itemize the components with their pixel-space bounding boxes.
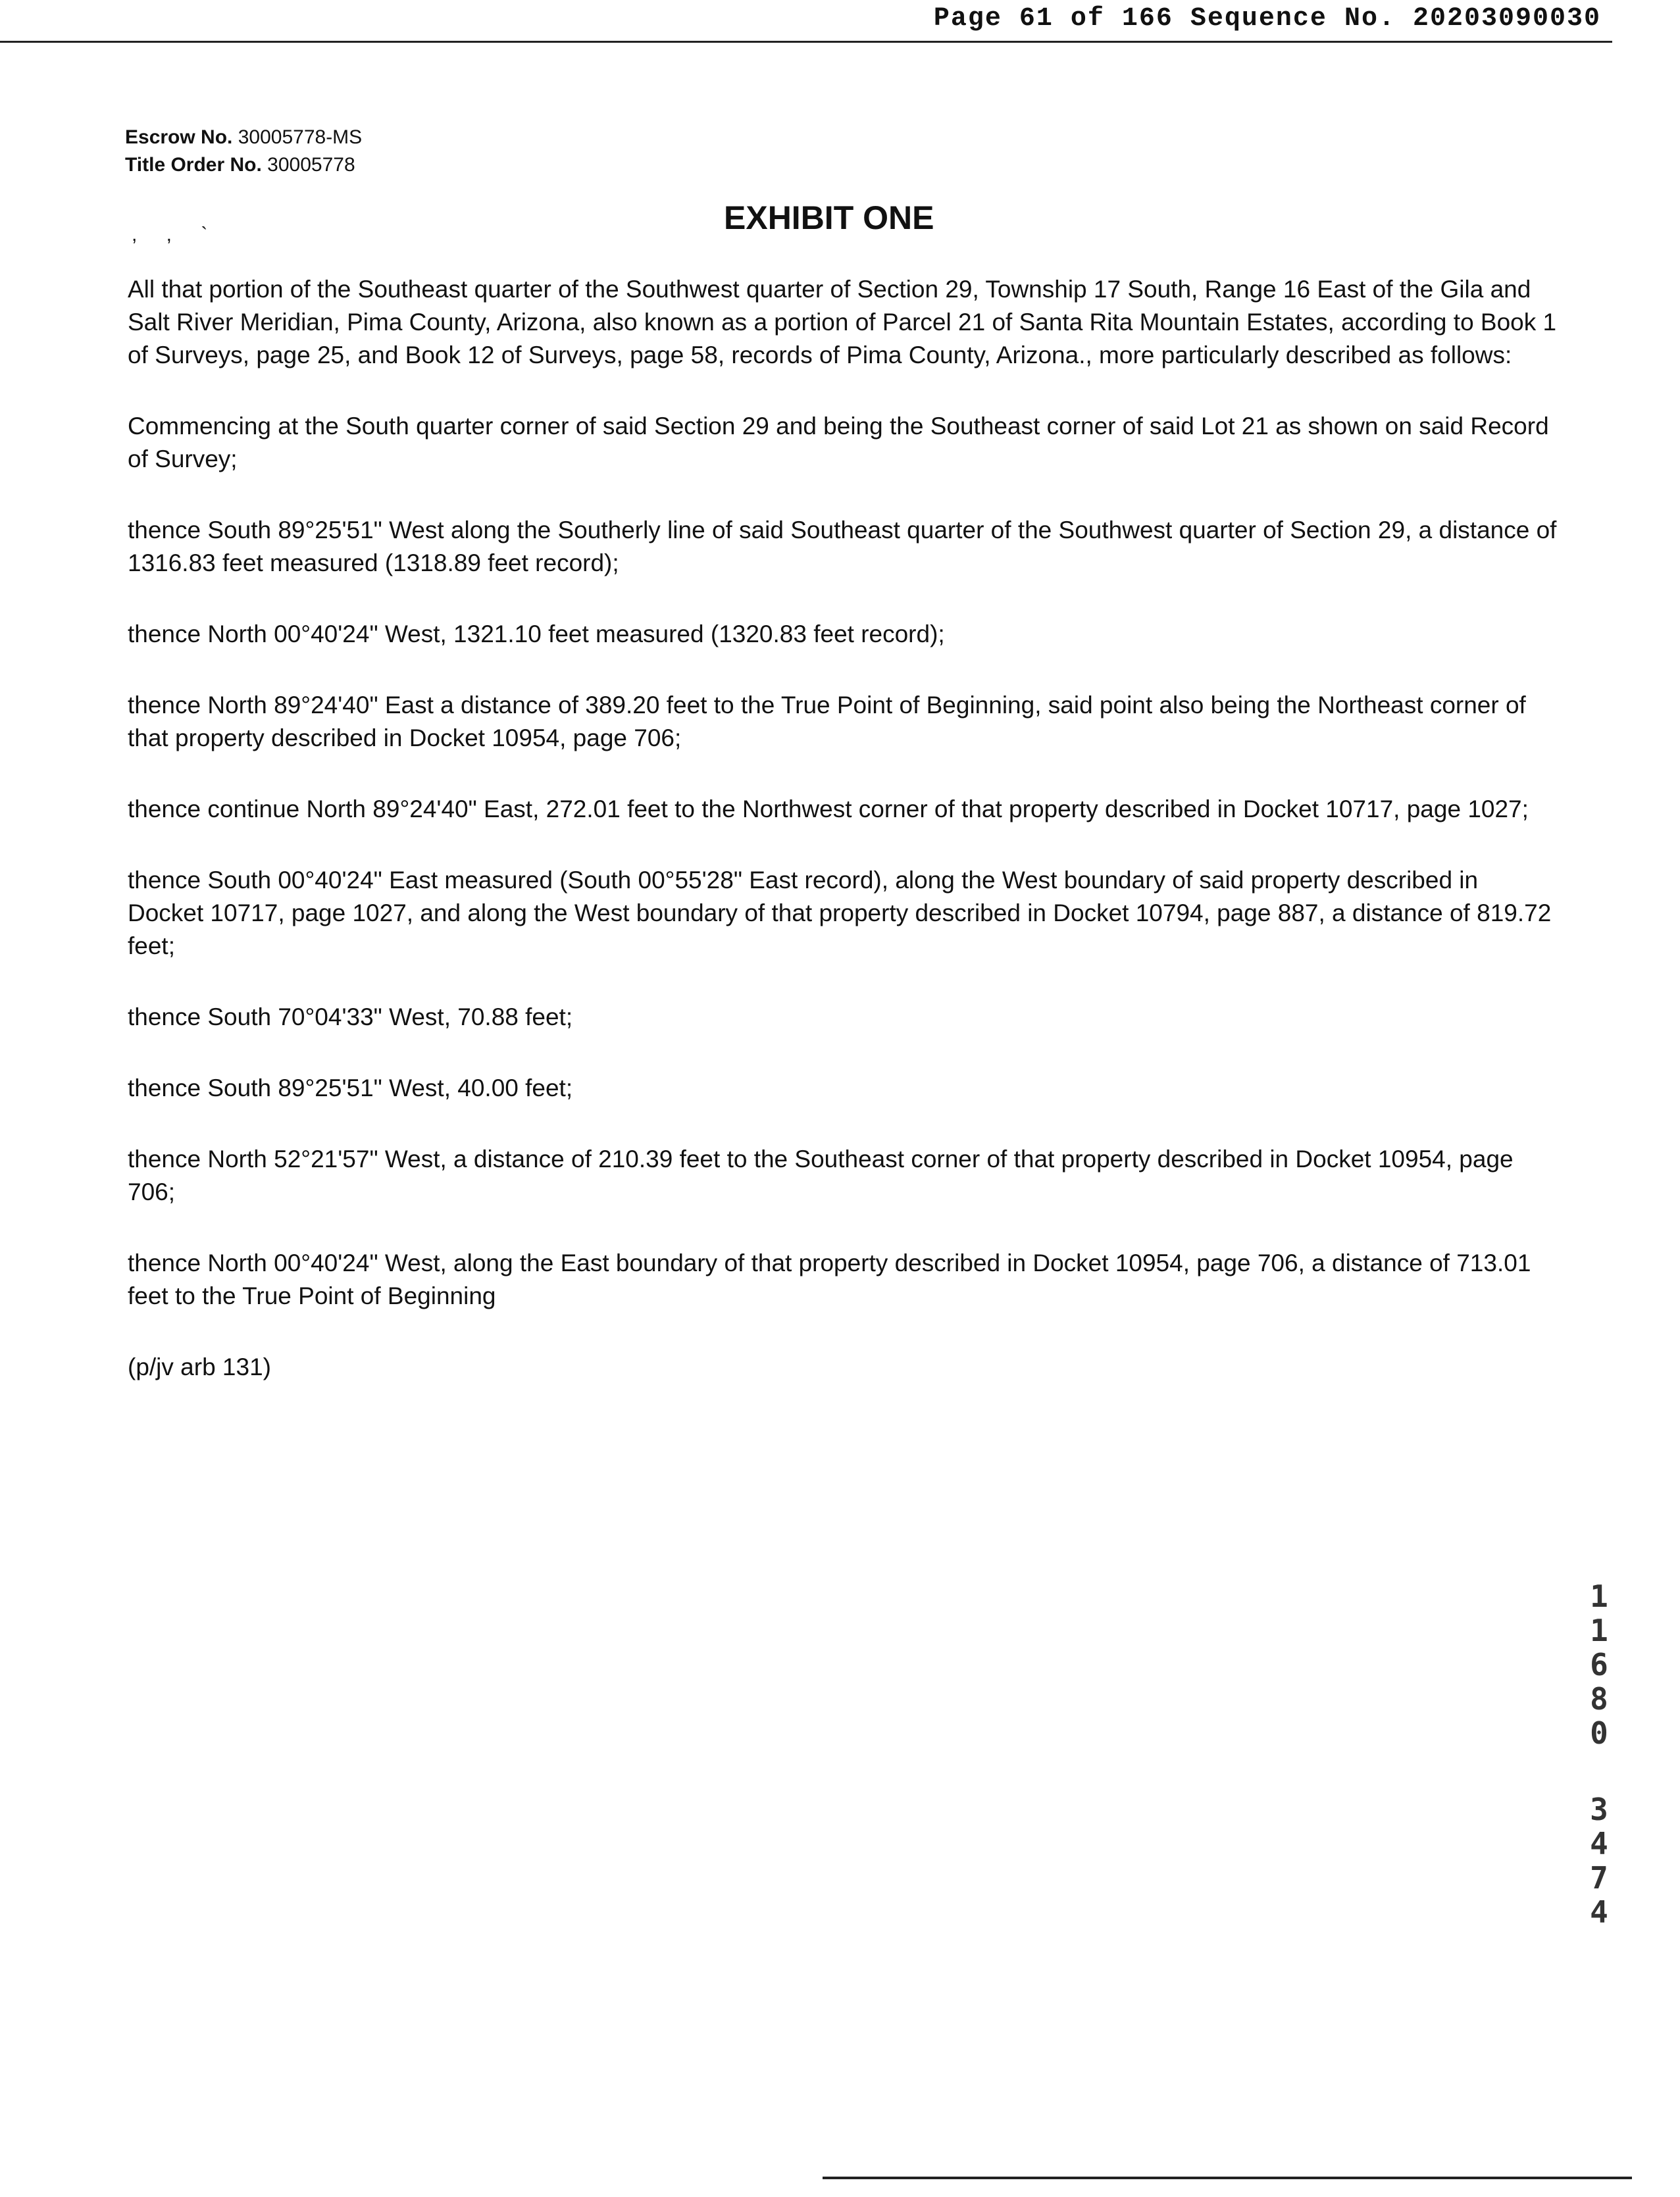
escrow-label: Escrow No. [125, 126, 233, 148]
stamp-digit: 4 [1590, 1894, 1608, 1930]
document-title: EXHIBIT ONE [724, 199, 934, 236]
paragraph: thence North 52°21'57" West, a distance of 210.39 feet to the Southeast corner of that property described in Docket 10954, page 706; [128, 1146, 1514, 1205]
stamp-digit: 1 [1590, 1578, 1608, 1614]
paragraph: All that portion of the Southeast quarter of the Southwest quarter of Section 29, Township 17 South, Range 16 East of the Gila and Salt River Meridian, Pima County, Arizona, also known as a portion of Parcel 21 of Santa Rita Mountain Estates, according to Book 1 of Surveys, page 25, and Book 12 of Surveys, page 58, records of Pima County, Arizona., more particularly described as follows: [128, 276, 1557, 368]
stray-marks: , , ` [132, 224, 220, 245]
title-order-value: 30005778 [267, 154, 355, 176]
stamp-digit: 4 [1590, 1826, 1608, 1861]
escrow-meta [125, 124, 362, 179]
stamp-digit: 8 [1590, 1681, 1608, 1717]
paragraph: thence North 00°40'24" West, along the East boundary of that property described in Docket 10954, page 706, a distance of 713.01 feet to the True Point of Beginning [128, 1250, 1531, 1309]
paragraph: thence South 70°04'33" West, 70.88 feet; [128, 1003, 573, 1030]
paragraph: thence South 89°25'51" West along the Southerly line of said Southeast quarter of the Southwest quarter of Section 29, a distance of 1316.83 feet measured (1318.89 feet record); [128, 517, 1557, 576]
title-order-label: Title Order No. [125, 154, 262, 176]
stamp-digit: 7 [1590, 1860, 1608, 1896]
paragraph: thence North 89°24'40" East a distance of 389.20 feet to the True Point of Beginning, said point also being the Northeast corner of that property described in Docket 10954, page 706; [128, 692, 1526, 751]
stamp-digit: 3 [1590, 1792, 1608, 1827]
legal-description [128, 273, 1559, 1422]
stamp-gap [1579, 1750, 1619, 1792]
escrow-line [125, 124, 362, 151]
paragraph: thence continue North 89°24'40" East, 272.01 feet to the Northwest corner of that property described in Docket 10717, page 1027; [128, 795, 1529, 822]
paragraph: thence South 00°40'24" East measured (South 00°55'28" East record), along the West boundary of said property described in Docket 10717, page 1027, and along the West boundary of that property described in Docket 10794, page 887, a distance of 819.72 feet; [128, 867, 1552, 959]
stamp-digit: 0 [1590, 1715, 1608, 1751]
footer-divider [823, 2177, 1632, 2179]
stamp-digit: 6 [1590, 1647, 1608, 1682]
header-divider [0, 41, 1612, 43]
page-sequence-header: Page 61 of 166 Sequence No. 20203090030 [933, 4, 1601, 34]
reference-note: (p/jv arb 131) [128, 1353, 271, 1380]
paragraph: Commencing at the South quarter corner of said Section 29 and being the Southeast corner of said Lot 21 as shown on said Record of Survey; [128, 413, 1549, 472]
stamp-digit: 1 [1590, 1613, 1608, 1648]
paragraph: thence South 89°25'51" West, 40.00 feet; [128, 1074, 573, 1101]
escrow-value: 30005778-MS [238, 126, 363, 148]
paragraph: thence North 00°40'24" West, 1321.10 feet measured (1320.83 feet record); [128, 620, 945, 647]
title-order-line [125, 151, 362, 179]
vertical-stamp-number [1579, 1579, 1619, 1929]
